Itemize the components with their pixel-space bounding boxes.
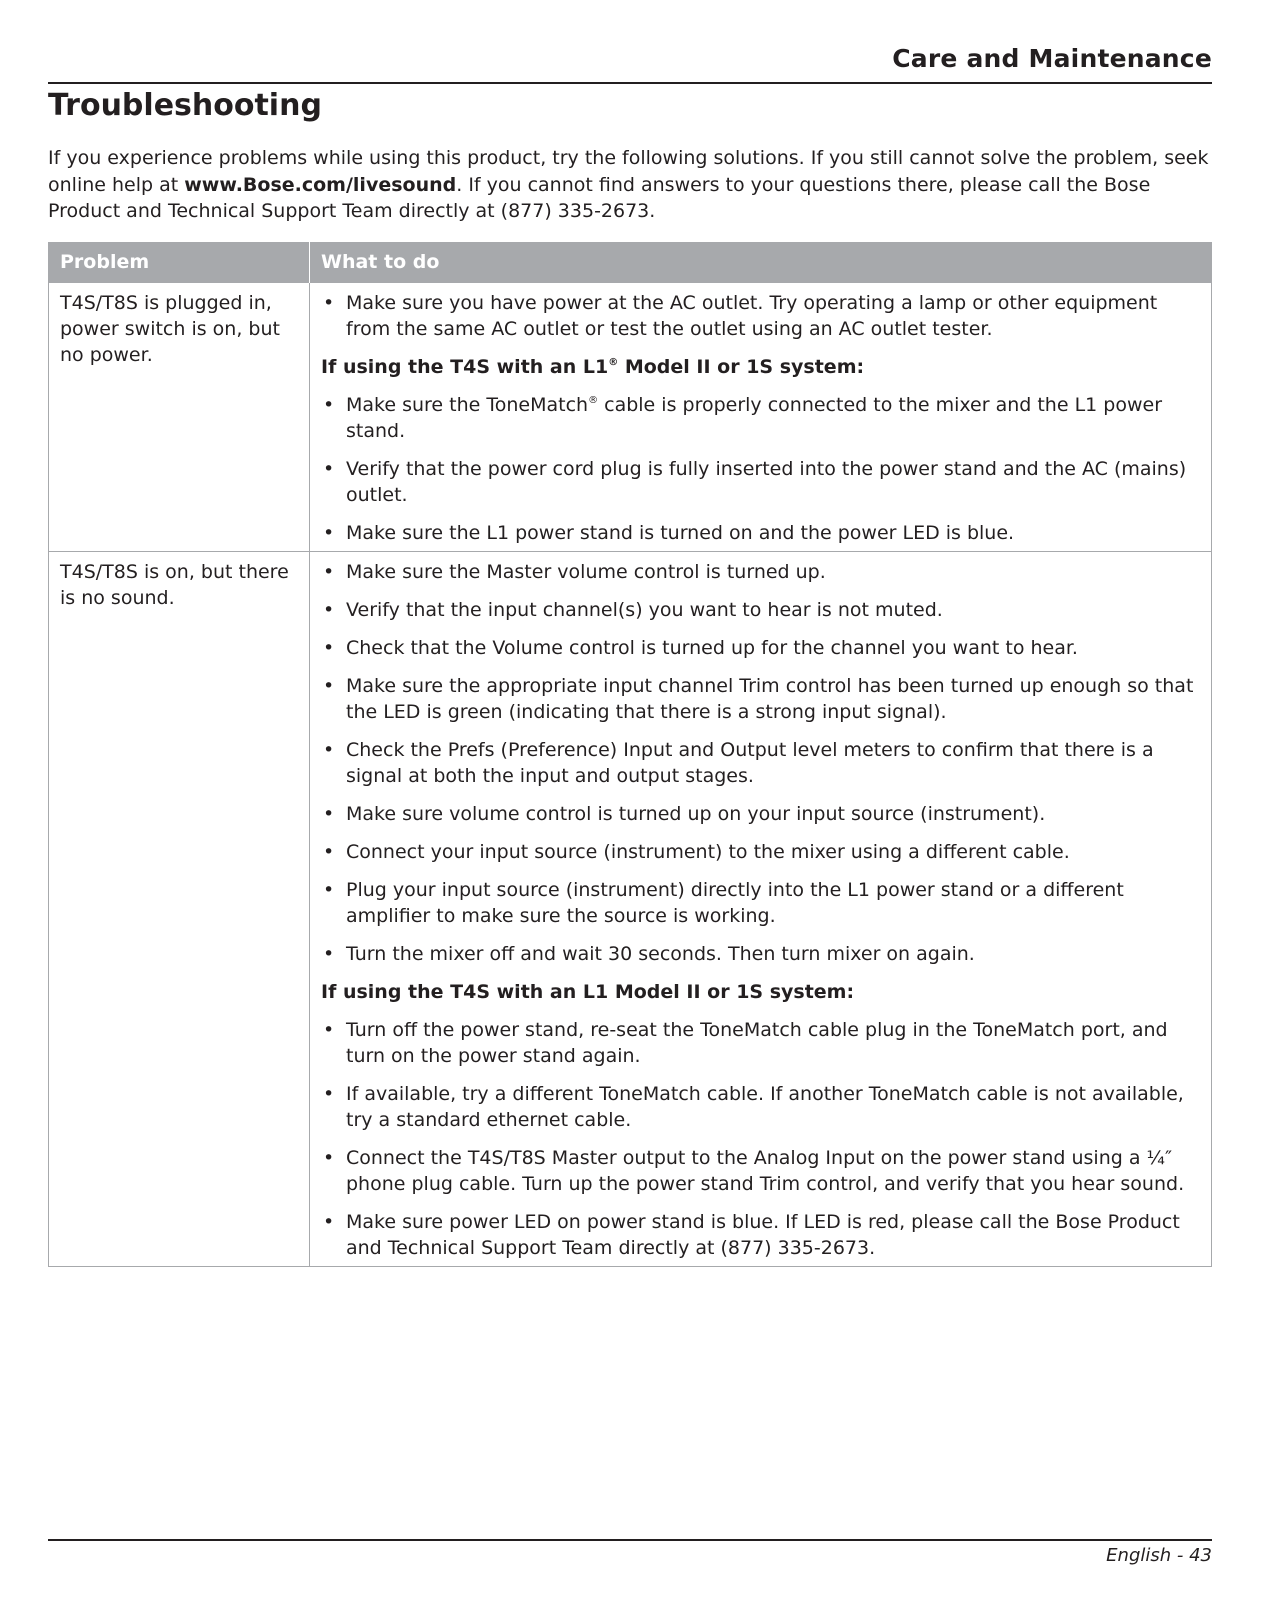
solution-item: • Check that the Volume control is turned up for the channel you want to hear. (321, 635, 1200, 661)
solution-item: • Make sure you have power at the AC outlet. Try operating a lamp or other equipment from the same AC outlet or test the outlet using an AC outlet tester. (321, 290, 1200, 342)
section-title: Care and Maintenance (892, 44, 1212, 73)
support-url: www.Bose.com/livesound (184, 173, 457, 196)
table-row (49, 552, 1212, 1267)
solution-item: • If available, try a different ToneMatch cable. If another ToneMatch cable is not available, try a standard ethernet cable. (321, 1081, 1200, 1133)
solution-item: • Make sure volume control is turned up on your input source (instrument). (321, 801, 1200, 827)
column-header-problem: Problem (49, 242, 310, 283)
troubleshooting-table (48, 242, 1212, 1267)
solution-list (321, 392, 1200, 546)
table-row (49, 283, 1212, 552)
solution-list (321, 290, 1200, 342)
solution-item: • Make sure power LED on power stand is blue. If LED is red, please call the Bose Product and Technical Support Team directly at (877) 335-2673. (321, 1209, 1200, 1261)
solution-cell (310, 283, 1212, 552)
solution-item: • Turn the mixer off and wait 30 seconds. Then turn mixer on again. (321, 941, 1200, 967)
page-header (48, 40, 1212, 84)
subheading-text: Model II or 1S system: (618, 356, 865, 378)
solution-text: Make sure the ToneMatch (346, 394, 589, 416)
registered-mark: ® (608, 357, 619, 368)
solution-item: • Connect your input source (instrument) to the mixer using a different cable. (321, 839, 1200, 865)
intro-text-after-link: . If you cannot find answers to your questions there, please call the Bose Product and Technical Support Team directly at (877) 335-2673. (48, 173, 1151, 222)
solution-item: • Turn off the power stand, re-seat the ToneMatch cable plug in the ToneMatch port, and turn on the power stand again. (321, 1017, 1200, 1069)
solution-text: cable is properly connected to the mixer and the L1 power stand. (346, 394, 1163, 442)
solution-item: • Make sure the L1 power stand is turned on and the power LED is blue. (321, 520, 1200, 546)
subheading-text: If using the T4S with an L1 (321, 356, 609, 378)
solution-list (321, 559, 1200, 967)
system-subheading (321, 354, 1200, 380)
solution-item: • Check the Prefs (Preference) Input and Output level meters to confirm that there is a signal at both the input and output stages. (321, 737, 1200, 789)
registered-mark: ® (588, 395, 599, 406)
page-footer (48, 1539, 1212, 1566)
table-header-row (49, 242, 1212, 283)
solution-item: • Make sure the Master volume control is turned up. (321, 559, 1200, 585)
solution-item: • Verify that the power cord plug is fully inserted into the power stand and the AC (mains) outlet. (321, 456, 1200, 508)
page-number: English - 43 (1106, 1545, 1212, 1566)
solution-item: • Connect the T4S/T8S Master output to the Analog Input on the power stand using a ¼″ phone plug cable. Turn up the power stand Trim control, and verify that you hear sound. (321, 1145, 1200, 1197)
solution-item: • Plug your input source (instrument) directly into the L1 power stand or a different amplifier to make sure the source is working. (321, 877, 1200, 929)
problem-cell: T4S/T8S is on, but there is no sound. (49, 552, 310, 1267)
problem-cell: T4S/T8S is plugged in, power switch is on, but no power. (49, 283, 310, 552)
solution-cell (310, 552, 1212, 1267)
solution-item (321, 392, 1200, 444)
column-header-what-to-do: What to do (310, 242, 1212, 283)
solution-item: • Verify that the input channel(s) you want to hear is not muted. (321, 597, 1200, 623)
intro-text-before-link: If you experience problems while using this product, try the following solutions. If you still cannot solve the problem, seek online help at (48, 147, 1209, 196)
solution-item: • Make sure the appropriate input channel Trim control has been turned up enough so that the LED is green (indicating that there is a strong input signal). (321, 673, 1200, 725)
system-subheading: If using the T4S with an L1 Model II or 1S system: (321, 981, 855, 1003)
page-title: Troubleshooting (48, 88, 322, 123)
intro-paragraph (48, 145, 1212, 225)
solution-list (321, 1017, 1200, 1261)
